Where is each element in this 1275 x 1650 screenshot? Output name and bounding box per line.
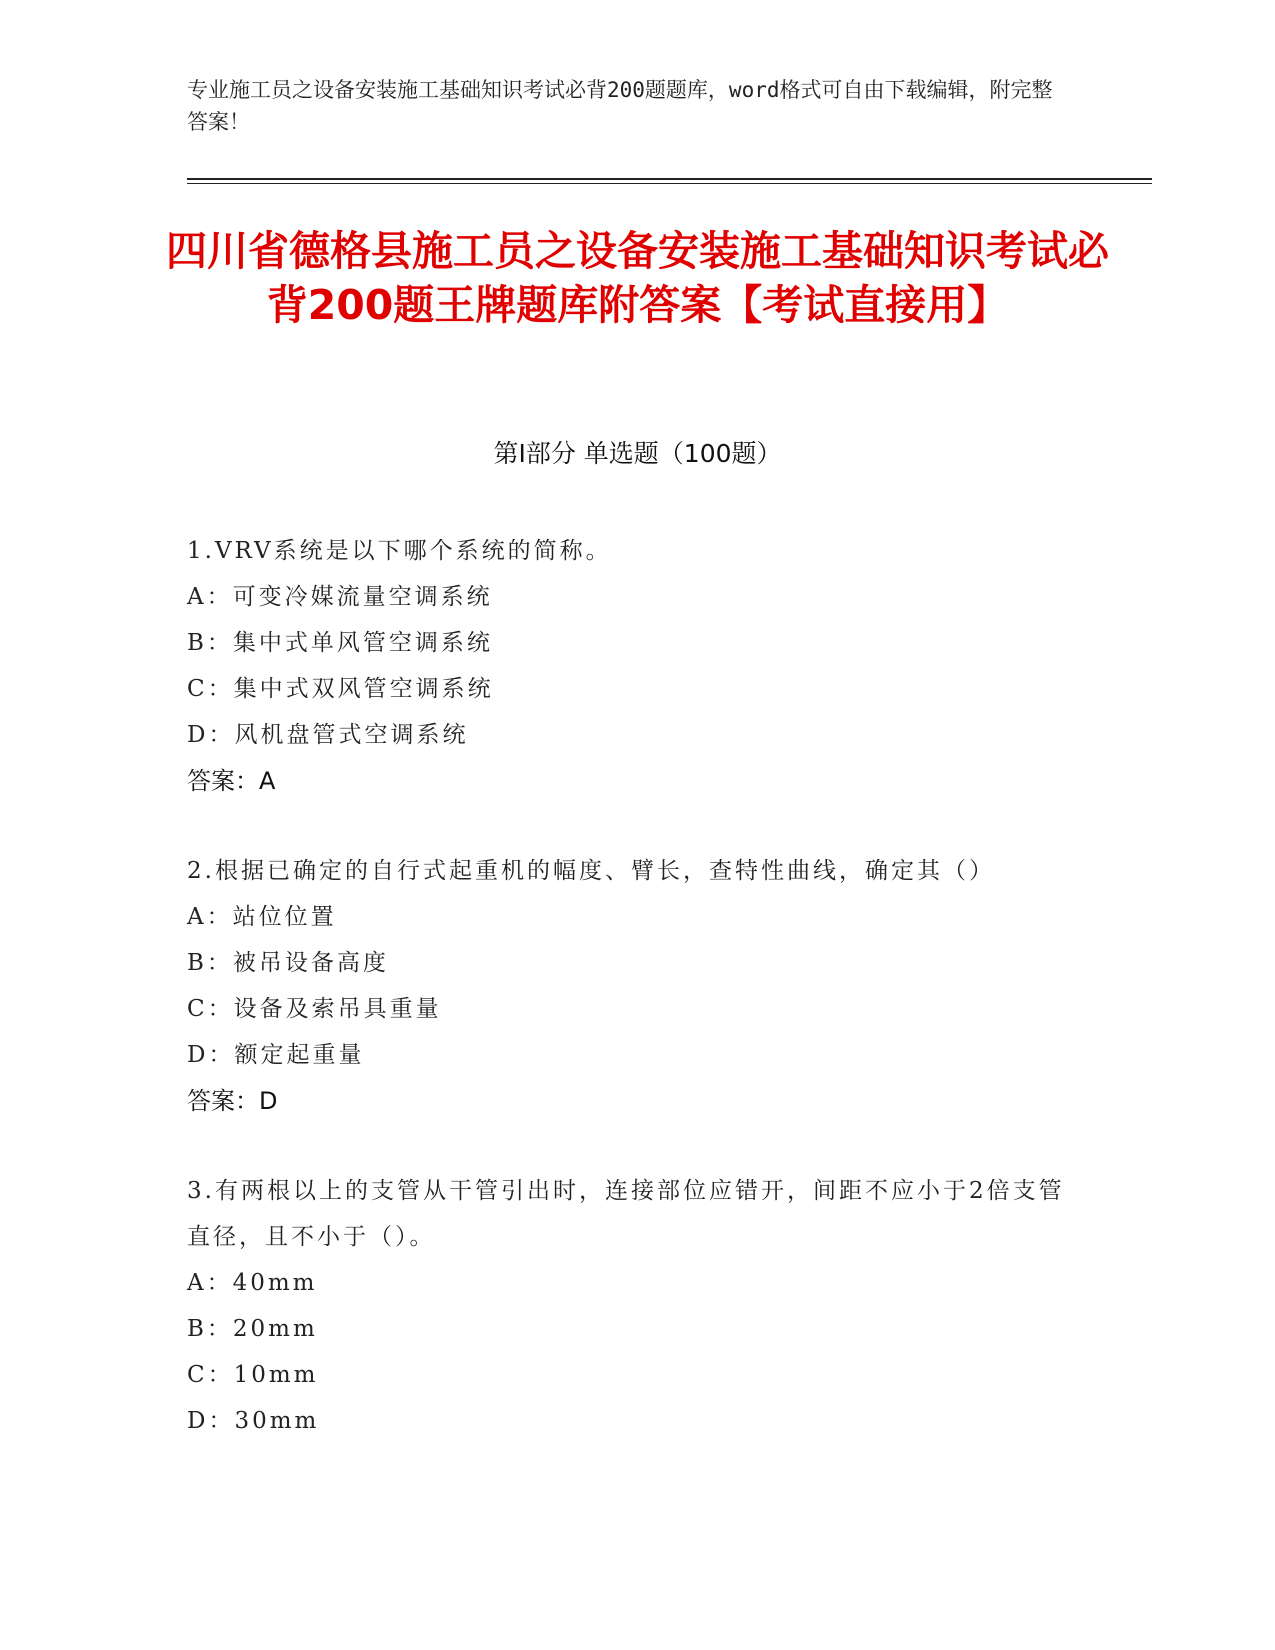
option-a: A：可变冷媒流量空调系统 (187, 584, 493, 610)
option-b: B：20mm (187, 1316, 318, 1342)
section-title: 第Ⅰ部分 单选题（100题） (493, 439, 782, 468)
option-d: D：30mm (187, 1408, 320, 1434)
answer-line: 答案：A (187, 767, 276, 795)
option-b: B：集中式单风管空调系统 (187, 630, 493, 656)
option-d: D：额定起重量 (187, 1042, 365, 1068)
option-a: A：站位位置 (187, 904, 337, 930)
option-c: C：设备及索吊具重量 (187, 996, 442, 1022)
question-1 (187, 528, 1067, 804)
header-note: 专业施工员之设备安装施工基础知识考试必背200题题库，word格式可自由下载编辑，附完整答案！ (187, 78, 1053, 134)
header-rule-thin (187, 183, 1152, 184)
answer-line: 答案：D (187, 1087, 278, 1115)
question-list (187, 528, 1067, 1488)
document-title: 四川省德格县施工员之设备安装施工基础知识考试必背200题王牌题库附答案【考试直接用】 (166, 227, 1109, 329)
question-3 (187, 1168, 1067, 1444)
option-a: A：40mm (187, 1270, 318, 1296)
question-2 (187, 848, 1067, 1124)
question-stem: 2.根据已确定的自行式起重机的幅度、臂长，查特性曲线，确定其（） (187, 858, 995, 884)
question-stem: 1.VRV系统是以下哪个系统的简称。 (187, 538, 612, 564)
option-c: C：集中式双风管空调系统 (187, 676, 494, 702)
header-rule-thick (187, 178, 1152, 180)
question-stem: 3.有两根以上的支管从干管引出时，连接部位应错开，间距不应小于2倍支管直径，且不小于（）。 (187, 1178, 1065, 1250)
option-b: B：被吊设备高度 (187, 950, 389, 976)
option-c: C：10mm (187, 1362, 319, 1388)
option-d: D：风机盘管式空调系统 (187, 722, 469, 748)
